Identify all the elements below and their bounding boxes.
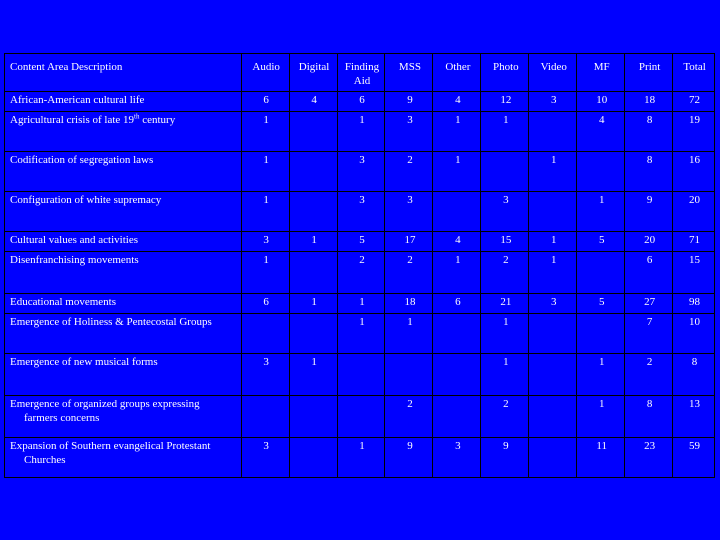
table-row <box>5 294 715 314</box>
table-row <box>5 232 715 252</box>
content-area-table-container <box>4 53 715 478</box>
cell-audio: 3 <box>241 354 289 396</box>
cell-digital <box>289 112 337 152</box>
row-description: Disenfranchising movements <box>5 252 242 294</box>
header-audio: Audio <box>241 54 289 92</box>
cell-total: 71 <box>673 232 715 252</box>
cell-video: 1 <box>529 232 577 252</box>
row-description-line1: Expansion of Southern evangelical Protestant <box>10 440 211 452</box>
cell-photo: 15 <box>481 232 529 252</box>
header-mss: MSS <box>385 54 433 92</box>
cell-mf: 10 <box>577 92 625 112</box>
cell-video: 3 <box>529 294 577 314</box>
cell-finding-aid <box>337 396 385 438</box>
cell-mss: 2 <box>385 152 433 192</box>
cell-other: 4 <box>433 92 481 112</box>
row-description-line2: farmers concerns <box>24 412 100 424</box>
row-description-text: Agricultural crisis of late 19 <box>10 114 135 126</box>
cell-photo <box>481 152 529 192</box>
row-description <box>5 112 242 152</box>
cell-photo: 1 <box>481 112 529 152</box>
cell-digital: 1 <box>289 232 337 252</box>
header-video: Video <box>529 54 577 92</box>
cell-print: 8 <box>625 112 673 152</box>
cell-total: 10 <box>673 314 715 354</box>
content-area-table <box>4 53 715 478</box>
cell-audio: 1 <box>241 252 289 294</box>
cell-digital <box>289 396 337 438</box>
cell-mss: 3 <box>385 192 433 232</box>
cell-video <box>529 314 577 354</box>
cell-finding-aid: 3 <box>337 192 385 232</box>
cell-photo: 2 <box>481 396 529 438</box>
cell-finding-aid: 1 <box>337 294 385 314</box>
row-description: Educational movements <box>5 294 242 314</box>
row-description <box>5 396 242 438</box>
cell-audio: 3 <box>241 232 289 252</box>
row-description: Codification of segregation laws <box>5 152 242 192</box>
cell-total: 8 <box>673 354 715 396</box>
table-body <box>5 92 715 478</box>
cell-video: 3 <box>529 92 577 112</box>
cell-finding-aid: 6 <box>337 92 385 112</box>
cell-digital: 1 <box>289 294 337 314</box>
cell-finding-aid: 1 <box>337 112 385 152</box>
cell-digital <box>289 192 337 232</box>
cell-audio: 1 <box>241 152 289 192</box>
table-row <box>5 192 715 232</box>
header-mf: MF <box>577 54 625 92</box>
cell-other <box>433 354 481 396</box>
cell-mss: 2 <box>385 252 433 294</box>
cell-mss: 2 <box>385 396 433 438</box>
cell-mss: 17 <box>385 232 433 252</box>
row-description <box>5 438 242 478</box>
row-description: Cultural values and activities <box>5 232 242 252</box>
cell-total: 59 <box>673 438 715 478</box>
cell-mf: 4 <box>577 112 625 152</box>
cell-audio: 3 <box>241 438 289 478</box>
cell-total: 72 <box>673 92 715 112</box>
cell-photo: 3 <box>481 192 529 232</box>
cell-video: 1 <box>529 152 577 192</box>
cell-video <box>529 192 577 232</box>
cell-mss: 1 <box>385 314 433 354</box>
cell-finding-aid: 5 <box>337 232 385 252</box>
cell-other: 4 <box>433 232 481 252</box>
cell-mf: 1 <box>577 354 625 396</box>
cell-print: 2 <box>625 354 673 396</box>
cell-other <box>433 314 481 354</box>
cell-digital <box>289 252 337 294</box>
cell-video <box>529 112 577 152</box>
cell-print: 18 <box>625 92 673 112</box>
header-total: Total <box>673 54 715 92</box>
cell-audio: 6 <box>241 294 289 314</box>
row-description-superscript: th <box>134 112 140 121</box>
cell-video <box>529 354 577 396</box>
cell-print: 8 <box>625 152 673 192</box>
cell-mf <box>577 152 625 192</box>
cell-video <box>529 396 577 438</box>
row-description-line1: Emergence of organized groups expressing <box>10 398 200 410</box>
table-row <box>5 396 715 438</box>
cell-photo: 9 <box>481 438 529 478</box>
cell-mss: 18 <box>385 294 433 314</box>
cell-total: 98 <box>673 294 715 314</box>
cell-other: 3 <box>433 438 481 478</box>
cell-other <box>433 192 481 232</box>
cell-mss: 9 <box>385 92 433 112</box>
cell-audio: 1 <box>241 192 289 232</box>
row-description: Configuration of white supremacy <box>5 192 242 232</box>
cell-photo: 21 <box>481 294 529 314</box>
cell-mss <box>385 354 433 396</box>
cell-mss: 3 <box>385 112 433 152</box>
cell-finding-aid <box>337 354 385 396</box>
table-row <box>5 252 715 294</box>
header-content-area: Content Area Description <box>5 54 242 92</box>
cell-other <box>433 396 481 438</box>
cell-digital <box>289 152 337 192</box>
header-other: Other <box>433 54 481 92</box>
row-description: Emergence of new musical forms <box>5 354 242 396</box>
cell-finding-aid: 1 <box>337 314 385 354</box>
header-photo: Photo <box>481 54 529 92</box>
cell-mf <box>577 314 625 354</box>
cell-digital <box>289 438 337 478</box>
cell-mf <box>577 252 625 294</box>
cell-total: 15 <box>673 252 715 294</box>
cell-other: 6 <box>433 294 481 314</box>
cell-mf: 1 <box>577 192 625 232</box>
row-description: African-American cultural life <box>5 92 242 112</box>
cell-total: 13 <box>673 396 715 438</box>
table-row <box>5 92 715 112</box>
cell-other: 1 <box>433 252 481 294</box>
table-row <box>5 438 715 478</box>
header-finding-aid: Finding Aid <box>337 54 385 92</box>
cell-audio <box>241 396 289 438</box>
cell-video <box>529 438 577 478</box>
cell-print: 6 <box>625 252 673 294</box>
header-digital: Digital <box>289 54 337 92</box>
cell-other: 1 <box>433 152 481 192</box>
cell-audio <box>241 314 289 354</box>
cell-photo: 2 <box>481 252 529 294</box>
cell-mf: 5 <box>577 232 625 252</box>
row-description-text: century <box>139 114 176 126</box>
cell-audio: 1 <box>241 112 289 152</box>
cell-mf: 5 <box>577 294 625 314</box>
cell-digital <box>289 314 337 354</box>
cell-video: 1 <box>529 252 577 294</box>
table-row <box>5 152 715 192</box>
header-row <box>5 54 715 92</box>
cell-finding-aid: 1 <box>337 438 385 478</box>
cell-print: 8 <box>625 396 673 438</box>
cell-other: 1 <box>433 112 481 152</box>
cell-total: 16 <box>673 152 715 192</box>
cell-print: 9 <box>625 192 673 232</box>
header-print: Print <box>625 54 673 92</box>
cell-photo: 12 <box>481 92 529 112</box>
cell-photo: 1 <box>481 314 529 354</box>
cell-mf: 1 <box>577 396 625 438</box>
table-row <box>5 112 715 152</box>
cell-print: 27 <box>625 294 673 314</box>
cell-audio: 6 <box>241 92 289 112</box>
cell-mf: 11 <box>577 438 625 478</box>
cell-print: 23 <box>625 438 673 478</box>
cell-finding-aid: 2 <box>337 252 385 294</box>
table-row <box>5 314 715 354</box>
cell-total: 19 <box>673 112 715 152</box>
cell-photo: 1 <box>481 354 529 396</box>
cell-finding-aid: 3 <box>337 152 385 192</box>
row-description-line2: Churches <box>24 454 66 466</box>
cell-print: 7 <box>625 314 673 354</box>
cell-mss: 9 <box>385 438 433 478</box>
cell-digital: 1 <box>289 354 337 396</box>
cell-digital: 4 <box>289 92 337 112</box>
row-description: Emergence of Holiness & Pentecostal Groups <box>5 314 242 354</box>
cell-print: 20 <box>625 232 673 252</box>
cell-total: 20 <box>673 192 715 232</box>
table-row <box>5 354 715 396</box>
